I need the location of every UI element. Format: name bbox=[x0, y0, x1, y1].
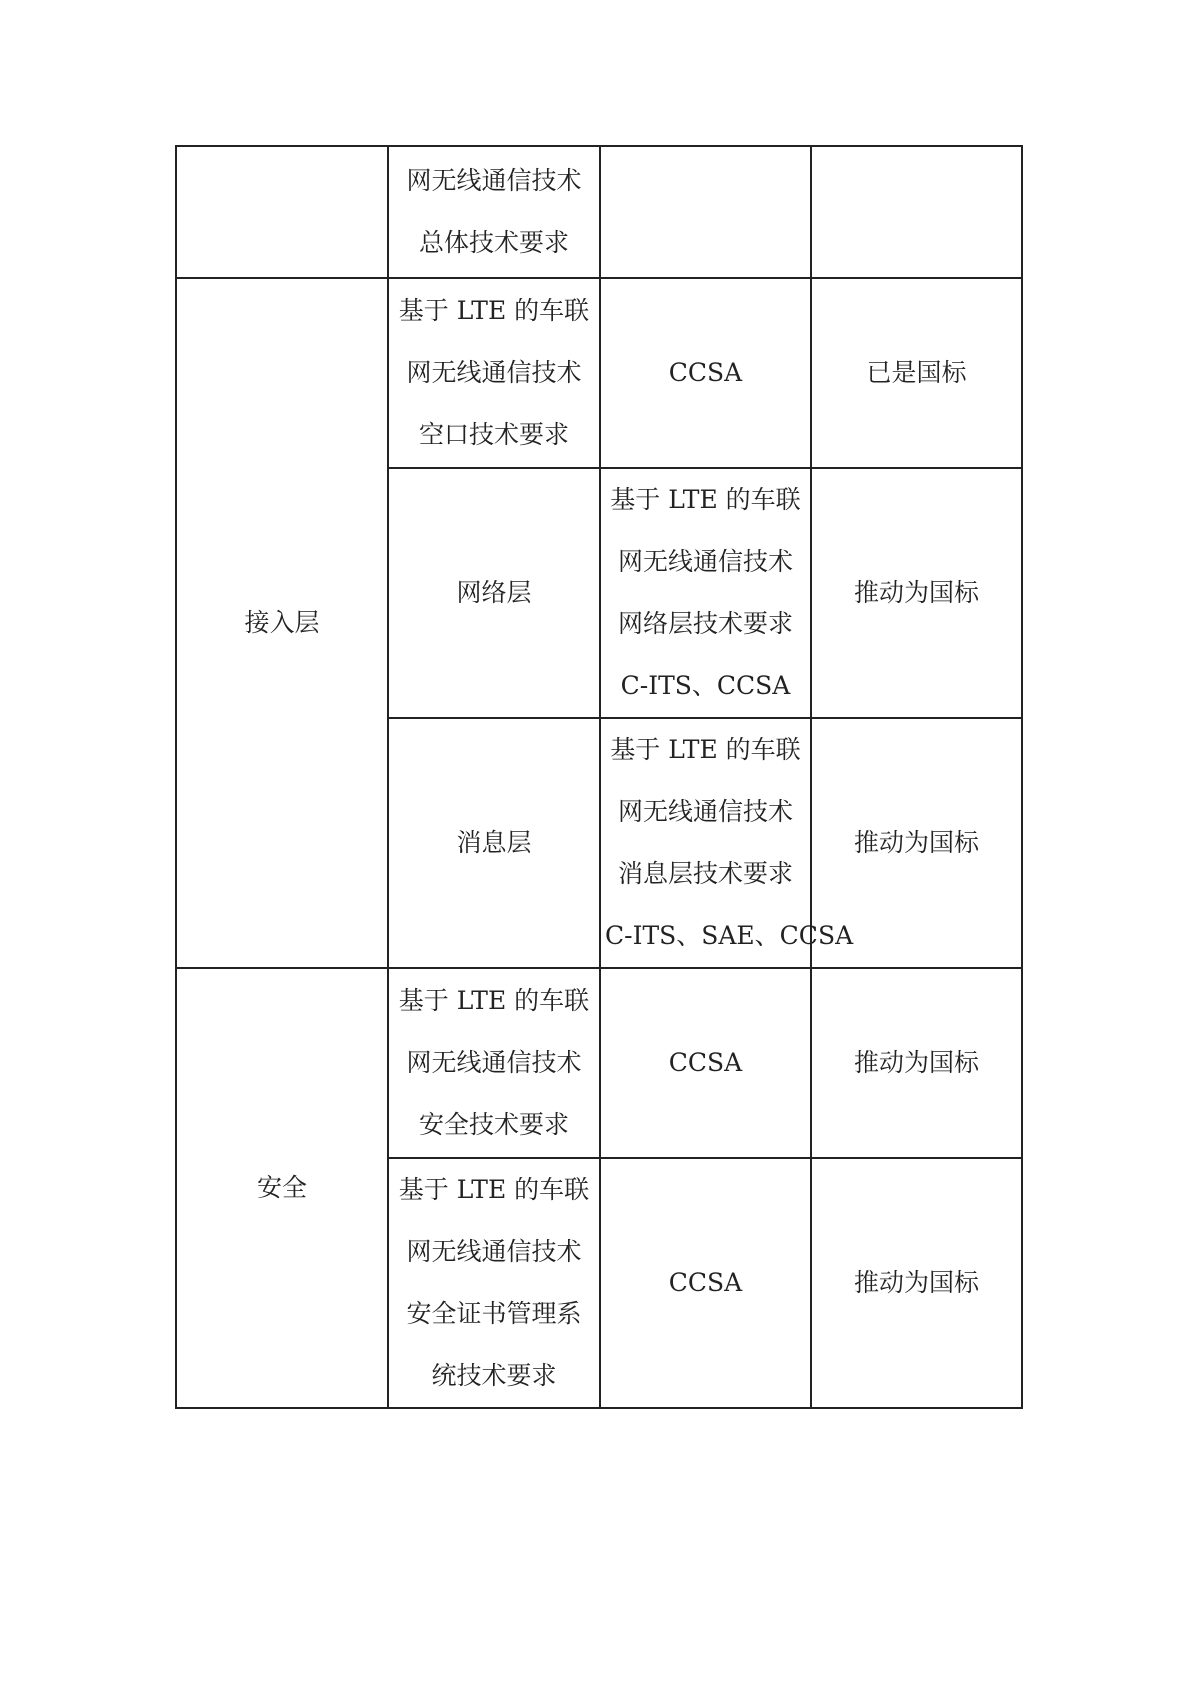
name-line: 基于 LTE 的车联 bbox=[398, 296, 590, 325]
source-line: C-ITS、CCSA bbox=[620, 671, 791, 700]
source-line: 网无线通信技术 bbox=[617, 547, 793, 576]
name-line: 安全证书管理系 bbox=[406, 1299, 582, 1328]
source-cell bbox=[600, 146, 811, 278]
name-line: 网无线通信技术 bbox=[406, 1048, 582, 1077]
name-line: 网无线通信技术 bbox=[406, 166, 582, 195]
name-line: 网无线通信技术 bbox=[406, 358, 582, 387]
category-cell bbox=[176, 146, 388, 278]
source-line: 网无线通信技术 bbox=[617, 797, 793, 826]
name-line: 消息层 bbox=[456, 828, 532, 857]
status-cell: 推动为国标 bbox=[811, 1158, 1022, 1408]
status-cell: 推动为国标 bbox=[811, 968, 1022, 1158]
status-cell: 推动为国标 bbox=[811, 468, 1022, 718]
status-cell: 推动为国标 bbox=[811, 718, 1022, 968]
source-line: CCSA bbox=[668, 1268, 743, 1297]
table-row bbox=[176, 278, 1022, 468]
source-line: 消息层技术要求 bbox=[617, 859, 793, 888]
table-row bbox=[176, 146, 1022, 278]
name-cell bbox=[388, 1158, 600, 1408]
name-cell bbox=[388, 278, 600, 468]
source-line: C-ITS、SAE、CCSA bbox=[605, 921, 854, 950]
source-line: 基于 LTE 的车联 bbox=[610, 485, 801, 514]
status-cell bbox=[811, 146, 1022, 278]
name-cell bbox=[388, 968, 600, 1158]
standards-table bbox=[175, 145, 1023, 1409]
name-cell bbox=[388, 146, 600, 278]
status-cell: 已是国标 bbox=[811, 278, 1022, 468]
name-line: 网无线通信技术 bbox=[406, 1237, 582, 1266]
category-cell: 接入层 bbox=[176, 278, 388, 968]
name-cell bbox=[388, 468, 600, 718]
source-cell bbox=[600, 278, 811, 468]
name-line: 基于 LTE 的车联 bbox=[398, 1175, 590, 1204]
table-row bbox=[176, 968, 1022, 1158]
name-line: 安全技术要求 bbox=[418, 1110, 569, 1139]
source-line: 网络层技术要求 bbox=[617, 609, 793, 638]
source-cell bbox=[600, 468, 811, 718]
source-cell bbox=[600, 718, 854, 968]
source-cell bbox=[600, 968, 811, 1158]
source-cell bbox=[600, 1158, 811, 1408]
category-cell: 安全 bbox=[176, 968, 388, 1408]
source-line: CCSA bbox=[668, 1048, 743, 1077]
name-line: 空口技术要求 bbox=[418, 420, 569, 449]
name-cell bbox=[388, 718, 600, 968]
name-line: 总体技术要求 bbox=[418, 228, 569, 257]
name-line: 基于 LTE 的车联 bbox=[398, 986, 590, 1015]
source-line: CCSA bbox=[668, 358, 743, 387]
source-line: 基于 LTE 的车联 bbox=[610, 735, 801, 764]
name-line: 网络层 bbox=[456, 578, 532, 607]
name-line: 统技术要求 bbox=[431, 1361, 557, 1390]
